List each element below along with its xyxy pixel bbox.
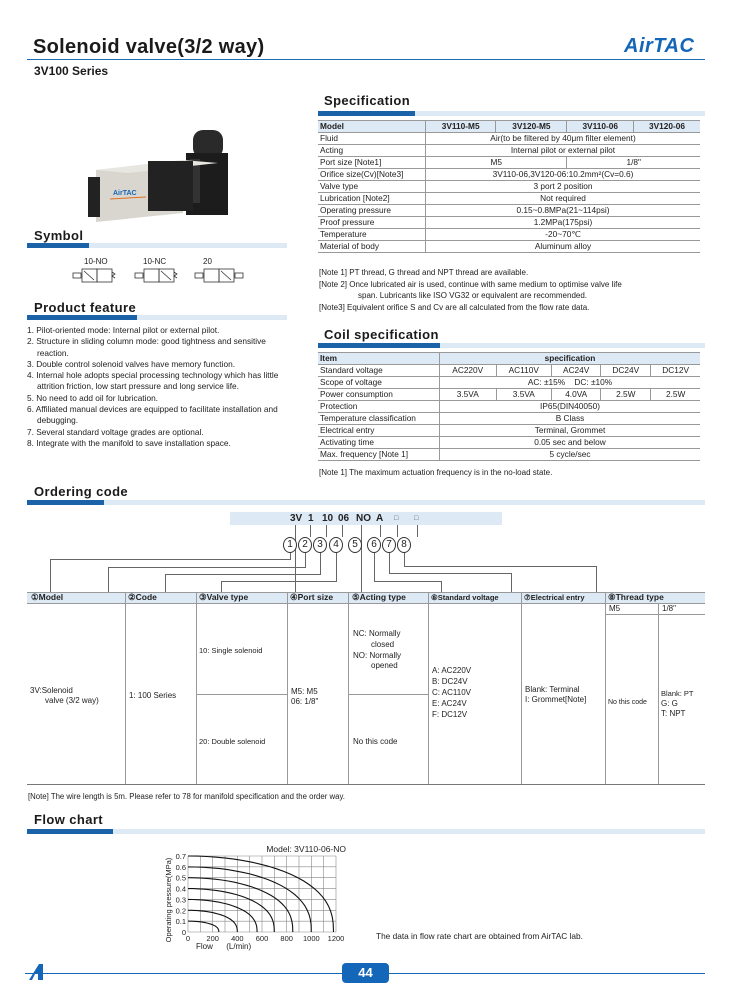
symbol-20 — [195, 269, 243, 282]
connector-8 — [404, 551, 405, 567]
ordering-note: [Note] The wire length is 5m. Please refer to 78 for manifold specification and the order way. — [28, 792, 345, 801]
symbol-label-20: 20 — [203, 257, 212, 266]
connector-3 — [165, 574, 321, 575]
entry-blank: Blank: Terminal — [525, 685, 580, 694]
port-size-06: 06: 1/8" — [291, 697, 319, 706]
voltage-a: A: AC220V — [432, 666, 472, 675]
code-circle-2: 2 — [298, 537, 312, 553]
coil-value: Terminal, Grommet — [440, 425, 701, 437]
acting-no: NO: Normally — [353, 651, 402, 660]
thread-g: G: G — [661, 699, 678, 708]
connector-6 — [441, 581, 442, 592]
entry-grommet: I: Grommet[Note] — [525, 695, 587, 704]
connector-line — [361, 525, 362, 592]
spec-label: Valve type — [318, 181, 426, 193]
symbol-10-no — [73, 269, 115, 282]
voltage-e: E: AC24V — [432, 699, 467, 708]
spec-label: Temperature — [318, 229, 426, 241]
spec-value: Not required — [426, 193, 701, 205]
feature-item: 5. No need to add oil for lubrication. — [27, 392, 158, 403]
code-circle-5: 5 — [348, 537, 362, 553]
coil-value: AC: ±15% DC: ±10% — [440, 377, 701, 389]
coil-spec-heading-bar — [318, 343, 705, 348]
coil-label: Activating time — [318, 437, 440, 449]
connector-7 — [389, 573, 511, 574]
spec-row — [318, 229, 700, 241]
connector-8 — [404, 566, 596, 567]
connector-7 — [389, 551, 390, 574]
spec-label: Acting — [318, 145, 426, 157]
solenoid-valve-illustration — [88, 125, 248, 225]
flow-chart-heading-bar — [27, 829, 705, 834]
spec-row — [318, 193, 700, 205]
flow-chart — [158, 842, 358, 952]
acting-none: No this code — [353, 737, 398, 746]
ordering-code-heading: Ordering code — [34, 484, 129, 499]
coil-spec-table — [318, 352, 700, 461]
spec-row — [318, 205, 700, 217]
y-tick-label: 0.7 — [175, 852, 186, 861]
acting-nc: NC: Normally — [353, 629, 401, 638]
connector-4 — [336, 551, 337, 582]
header-port-size: ④Port size — [290, 592, 334, 602]
spec-value: 1/8" — [567, 157, 700, 169]
coil-value: IP65(DIN40050) — [440, 401, 701, 413]
column-divider — [125, 592, 126, 784]
coil-row — [318, 401, 700, 413]
connector-line — [342, 525, 343, 537]
coil-spec-heading: Coil specification — [324, 327, 439, 342]
header-standard-voltage: ⑥Standard voltage — [431, 593, 499, 602]
spec-label: Port size [Note1] — [318, 157, 426, 169]
spec-value: 3V110-06,3V120-06:10.2mm²(Cv=0.6) — [426, 169, 701, 181]
column-divider — [348, 592, 349, 784]
acting-nc-cont: closed — [371, 640, 395, 649]
spec-model: 3V110-M5 — [426, 121, 496, 133]
table-bottom-rule — [27, 784, 705, 785]
spec-header-row — [318, 121, 700, 133]
spec-value: M5 — [426, 157, 567, 169]
spec-row — [318, 241, 700, 253]
y-tick-label: 0.6 — [175, 862, 186, 872]
feature-list — [27, 325, 292, 449]
code-value: 1: 100 Series — [129, 691, 177, 700]
spec-row — [318, 169, 700, 181]
valve-type-double: 20: Double solenoid — [199, 737, 266, 746]
column-divider — [605, 592, 606, 784]
connector-line — [326, 525, 327, 537]
connector-6 — [374, 581, 442, 582]
symbol-10-nc — [135, 269, 177, 282]
coil-row — [318, 437, 700, 449]
spec-value: 3 port 2 position — [426, 181, 701, 193]
series-subtitle: 3V100 Series — [34, 64, 109, 78]
voltage-b: B: DC24V — [432, 677, 468, 686]
header-code: ②Code — [128, 592, 157, 602]
connector-4 — [221, 581, 337, 582]
title-rule — [27, 59, 705, 60]
chart-x-label: Flow (L/min) — [196, 942, 252, 951]
svg-text:AirTAC: AirTAC — [113, 190, 137, 197]
coil-label: Electrical entry — [318, 425, 440, 437]
x-tick-label: 0 — [185, 934, 191, 943]
y-tick-label: 0.4 — [175, 884, 186, 894]
flow-chart-heading: Flow chart — [34, 812, 104, 827]
connector-3 — [165, 574, 166, 592]
coil-power: 2.5W — [601, 389, 651, 401]
thread-m5-value: No this code — [608, 699, 647, 706]
coil-header-spec: specification — [440, 353, 701, 365]
coil-label: Standard voltage — [318, 365, 440, 377]
coil-header-row — [318, 353, 700, 365]
feature-item: 7. Several standard voltage grades are optional. — [27, 426, 204, 437]
footer-logo-mark — [27, 962, 47, 987]
coil-value: 5 cycle/sec — [440, 449, 701, 461]
connector-4 — [221, 581, 222, 592]
acting-no-cont: opened — [371, 661, 398, 670]
connector-6 — [374, 551, 375, 582]
code-part-entry: □ — [394, 515, 399, 522]
y-tick-label: 0.3 — [175, 895, 186, 905]
code-circle-7: 7 — [382, 537, 396, 553]
connector-2 — [305, 551, 306, 568]
thread-sub-18: 1/8" — [662, 604, 676, 613]
x-tick-label: 1000 — [302, 934, 320, 943]
coil-voltage: AC220V — [440, 365, 497, 377]
feature-item: 6. Affiliated manual devices are equipped to facilitate installation and debugging. — [27, 404, 278, 426]
x-tick-label: 600 — [255, 934, 269, 943]
acting-row-divider — [348, 694, 428, 695]
coil-label: Temperature classification — [318, 413, 440, 425]
code-part-thread: □ — [414, 515, 419, 522]
column-divider — [521, 592, 522, 784]
code-part-code: 1 — [308, 513, 314, 524]
connector-1 — [50, 559, 290, 560]
coil-voltage: AC24V — [552, 365, 601, 377]
spec-value: 1.2MPa(175psi) — [426, 217, 701, 229]
spec-label: Orifice size(Cv)[Note3] — [318, 169, 426, 181]
chart-y-label: Operating pressure(MPa) — [164, 857, 173, 943]
connector-3 — [320, 551, 321, 575]
spec-note-2-cont: span. Lubricants like ISO VG32 or equivalent are recommended. — [358, 291, 588, 300]
thread-npt: T: NPT — [661, 709, 686, 718]
connector-7 — [511, 573, 512, 592]
spec-row — [318, 157, 700, 169]
coil-row — [318, 365, 700, 377]
coil-note: [Note 1] The maximum actuation frequency is in the no-load state. — [319, 468, 553, 477]
spec-row — [318, 133, 700, 145]
code-part-model: 3V — [290, 513, 303, 524]
spec-value: -20~70℃ — [426, 229, 701, 241]
column-divider — [658, 603, 659, 784]
coil-label: Scope of voltage — [318, 377, 440, 389]
feature-item: 1. Pilot-oriented mode: Internal pilot or external pilot. — [27, 325, 220, 335]
feature-item: 3. Double control solenoid valves have memory function. — [27, 358, 235, 369]
spec-label: Material of body — [318, 241, 426, 253]
chart-title: Model: 3V110-06-NO — [266, 844, 346, 854]
column-divider — [428, 592, 429, 784]
port-size-m5: M5: M5 — [291, 687, 318, 696]
connector-line — [417, 525, 418, 537]
voltage-c: C: AC110V — [432, 688, 471, 697]
header-acting-type: ⑤Acting type — [352, 592, 406, 602]
y-tick-label: 0.5 — [175, 873, 186, 883]
coil-row — [318, 377, 700, 389]
product-feature-heading-bar — [27, 315, 287, 320]
coil-row — [318, 425, 700, 437]
code-circle-4: 4 — [329, 537, 343, 553]
symbol-heading-bar — [27, 243, 287, 248]
code-circle-8: 8 — [397, 537, 411, 553]
specification-table — [318, 120, 700, 253]
spec-value: Air(to be filtered by 40μm filter element) — [426, 133, 701, 145]
spec-value: 0.15~0.8MPa(21~114psi) — [426, 205, 701, 217]
valve-symbols — [70, 266, 250, 288]
model-value-cont: valve (3/2 way) — [45, 696, 99, 705]
specification-heading: Specification — [324, 93, 411, 108]
coil-power: 2.5W — [651, 389, 700, 401]
coil-header-item: Item — [318, 353, 440, 365]
flow-note: The data in flow rate chart are obtained from AirTAC lab. — [376, 931, 583, 941]
connector-line — [310, 525, 311, 537]
connector-1 — [50, 559, 51, 592]
coil-power: 3.5VA — [496, 389, 552, 401]
product-feature-heading: Product feature — [34, 300, 137, 315]
code-part-acting: NO — [356, 513, 371, 524]
x-tick-label: 800 — [280, 934, 293, 943]
coil-row — [318, 413, 700, 425]
header-electrical-entry: ⑦Electrical entry — [524, 593, 585, 602]
coil-row — [318, 389, 700, 401]
coil-voltage: AC110V — [496, 365, 552, 377]
spec-value: Aluminum alloy — [426, 241, 701, 253]
page-title: Solenoid valve(3/2 way) — [33, 36, 265, 58]
flow-curve — [188, 921, 219, 932]
spec-row — [318, 181, 700, 193]
x-tick-label: 400 — [231, 934, 244, 943]
coil-label: Max. frequency [Note 1] — [318, 449, 440, 461]
feature-item: 8. Integrate with the manifold to save installation space. — [27, 437, 231, 448]
feature-item: 4. Internal hole adopts special processing technology which has little attrition friction, low start pressure and long service life. — [27, 370, 279, 392]
coil-voltage: DC24V — [601, 365, 651, 377]
feature-item: 2. Structure in sliding column mode: good tightness and sensitive reaction. — [27, 336, 266, 358]
coil-power: 3.5VA — [440, 389, 497, 401]
symbol-heading: Symbol — [34, 228, 84, 243]
coil-voltage: DC12V — [651, 365, 700, 377]
coil-label: Power consumption — [318, 389, 440, 401]
x-tick-label: 200 — [206, 934, 219, 943]
spec-label: Operating pressure — [318, 205, 426, 217]
spec-note-2: [Note 2] Once lubricated air is used, continue with same medium to optimise valve life — [319, 280, 622, 289]
column-divider — [196, 592, 197, 784]
spec-note-1: [Note 1] PT thread, G thread and NPT thread are available. — [319, 268, 529, 277]
thread-sub-m5: M5 — [609, 604, 621, 613]
y-tick-label: 0 — [181, 928, 186, 937]
ordering-code-heading-bar — [27, 500, 705, 505]
spec-label: Fluid — [318, 133, 426, 145]
valve-type-single: 10: Single solenoid — [199, 646, 263, 655]
valve-row-divider — [196, 694, 287, 695]
symbol-label-10-no: 10-NO — [84, 257, 108, 266]
coil-label: Protection — [318, 401, 440, 413]
code-circle-3: 3 — [313, 537, 327, 553]
code-part-port: 06 — [338, 513, 350, 524]
header-thread-type: ⑧Thread type — [608, 592, 664, 602]
airtac-logo: AirTAC — [624, 35, 695, 57]
spec-header-model: Model — [318, 121, 426, 133]
connector-2 — [108, 567, 109, 592]
product-image — [88, 125, 248, 225]
spec-value: Internal pilot or external pilot — [426, 145, 701, 157]
thread-sub-divider — [605, 614, 705, 615]
flow-curve — [188, 878, 293, 932]
coil-value: B Class — [440, 413, 701, 425]
spec-row — [318, 217, 700, 229]
specification-heading-bar — [318, 111, 705, 116]
code-part-voltage: A — [376, 513, 384, 524]
spec-model: 3V120-M5 — [496, 121, 567, 133]
connector-2 — [108, 567, 306, 568]
coil-power: 4.0VA — [552, 389, 601, 401]
code-circle-6: 6 — [367, 537, 381, 553]
y-tick-label: 0.1 — [175, 917, 186, 927]
spec-label: Lubrication [Note2] — [318, 193, 426, 205]
code-circle-1: 1 — [283, 537, 297, 553]
x-tick-label: 1200 — [327, 934, 345, 943]
voltage-f: F: DC12V — [432, 710, 468, 719]
spec-label: Proof pressure — [318, 217, 426, 229]
connector-8 — [596, 566, 597, 592]
connector-line — [397, 525, 398, 537]
spec-model: 3V110-06 — [567, 121, 634, 133]
y-tick-label: 0.2 — [175, 906, 186, 916]
header-model: ①Model — [31, 592, 64, 602]
symbol-label-10-nc: 10-NC — [143, 257, 167, 266]
spec-model: 3V120-06 — [633, 121, 700, 133]
code-part-valve: 10 — [322, 513, 334, 524]
column-divider — [287, 592, 288, 784]
page-number: 44 — [342, 963, 389, 983]
coil-value: 0.05 sec and below — [440, 437, 701, 449]
model-value: 3V:Solenoid — [30, 686, 73, 695]
header-valve-type: ③Valve type — [199, 592, 249, 602]
connector-line — [380, 525, 381, 537]
spec-row — [318, 145, 700, 157]
spec-note-3: [Note3] Equivalent orifice S and Cv are all calculated from the flow rate data. — [319, 303, 590, 312]
coil-row — [318, 449, 700, 461]
thread-pt: Blank: PT — [661, 689, 694, 698]
